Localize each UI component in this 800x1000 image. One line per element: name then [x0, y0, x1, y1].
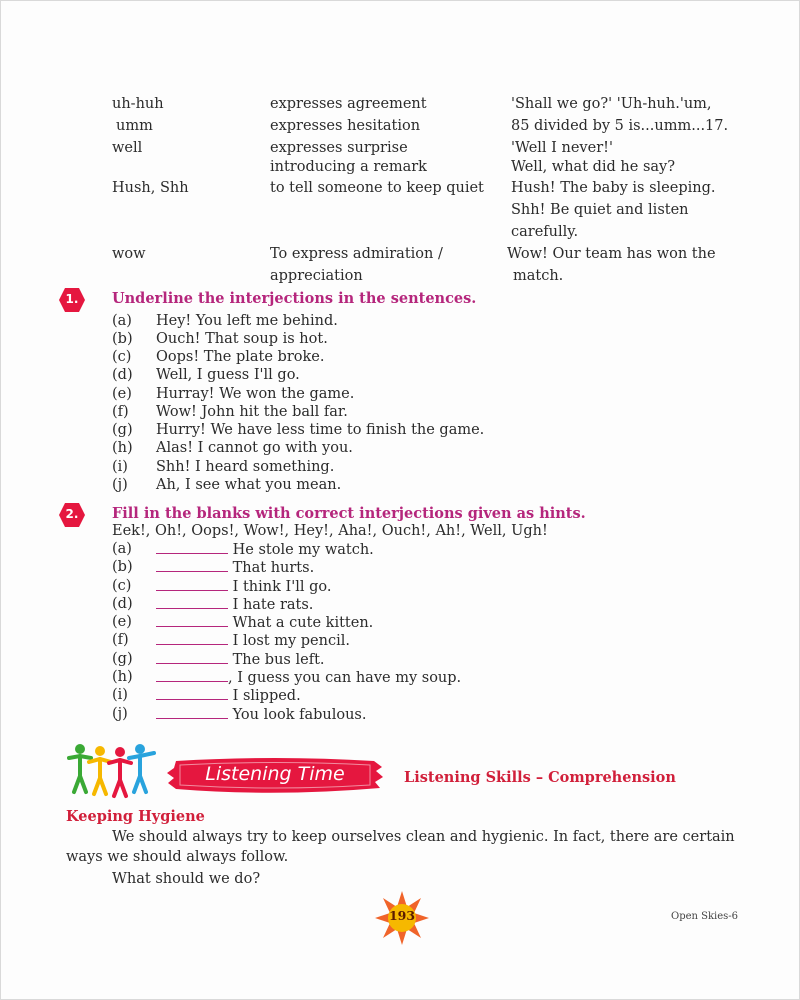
exercise-number-badge: [58, 502, 86, 528]
item-label: (a): [112, 313, 132, 329]
table-word: Hush, Shh: [112, 180, 189, 196]
item-label: (e): [112, 614, 132, 630]
series-title: Open Skies-6: [671, 911, 739, 922]
item-label: (j): [112, 477, 128, 493]
hint-list: Eek!, Oh!, Oops!, Wow!, Hey!, Aha!, Ouch!, Ah!, Well, Ugh!: [112, 523, 548, 539]
table-example: 85 divided by 5 is...umm...17.: [511, 118, 729, 134]
item-sentence: You look fabulous.: [232, 707, 367, 723]
table-example: Wow! Our team has won the: [507, 246, 716, 262]
item-label: (c): [112, 578, 132, 594]
blank-row: [156, 596, 313, 613]
item-sentence: Hurray! We won the game.: [156, 386, 355, 402]
section-title: Keeping Hygiene: [66, 808, 205, 825]
item-label: (i): [112, 687, 128, 703]
table-meaning: introducing a remark: [270, 159, 427, 175]
item-sentence: Alas! I cannot go with you.: [156, 440, 353, 456]
blank-row: [156, 669, 461, 686]
fill-blank[interactable]: [156, 596, 228, 609]
blank-row: [156, 541, 374, 558]
item-label: (a): [112, 541, 132, 557]
blank-row: [156, 614, 373, 631]
item-label: (e): [112, 386, 132, 402]
table-example: Well, what did he say?: [511, 159, 676, 175]
item-sentence: Ouch! That soup is hot.: [156, 331, 328, 347]
listening-skills-label: Listening Skills – Comprehension: [404, 769, 676, 786]
exercise-number-badge: [58, 287, 86, 313]
blank-row: [156, 651, 325, 668]
item-sentence: Hurry! We have less time to finish the game.: [156, 422, 485, 438]
fill-blank[interactable]: [156, 651, 228, 664]
exercise-heading: Fill in the blanks with correct interjections given as hints.: [112, 505, 586, 522]
table-word: uh-huh: [112, 96, 164, 112]
fill-blank[interactable]: [156, 706, 228, 719]
item-sentence: I think I'll go.: [232, 579, 332, 595]
item-sentence: I hate rats.: [232, 597, 314, 613]
item-label: (b): [112, 331, 133, 347]
paragraph-line: We should always try to keep ourselves clean and hygienic. In fact, there are certain: [112, 829, 735, 845]
table-word: wow: [112, 246, 146, 262]
item-label: (b): [112, 559, 133, 575]
blank-row: [156, 687, 301, 704]
exercise-number: 1.: [65, 292, 79, 306]
item-label: (g): [112, 651, 133, 667]
item-label: (d): [112, 367, 133, 383]
table-example: Shh! Be quiet and listen: [511, 202, 689, 218]
item-sentence: , I guess you can have my soup.: [228, 670, 462, 686]
item-label: (h): [112, 669, 133, 685]
table-meaning: To express admiration /: [270, 246, 443, 262]
page-number: 193: [388, 908, 416, 923]
item-label: (f): [112, 632, 129, 648]
item-label: (f): [112, 404, 129, 420]
item-label: (j): [112, 706, 128, 722]
page-number-starburst: [374, 890, 430, 946]
blank-row: [156, 559, 314, 576]
fill-blank[interactable]: [156, 559, 228, 572]
table-example: Hush! The baby is sleeping.: [511, 180, 716, 196]
item-label: (d): [112, 596, 133, 612]
blank-row: [156, 706, 366, 723]
item-sentence: I lost my pencil.: [232, 633, 350, 649]
table-meaning: appreciation: [270, 268, 363, 284]
item-label: (c): [112, 349, 132, 365]
item-sentence: The bus left.: [232, 652, 325, 668]
item-sentence: Wow! John hit the ball far.: [156, 404, 348, 420]
item-sentence: Well, I guess I'll go.: [156, 367, 300, 383]
item-sentence: Hey! You left me behind.: [156, 313, 338, 329]
paragraph-line: What should we do?: [112, 871, 261, 887]
paragraph-line: ways we should always follow.: [66, 849, 289, 865]
blank-row: [156, 632, 350, 649]
table-meaning: expresses agreement: [270, 96, 427, 112]
item-sentence: Oops! The plate broke.: [156, 349, 325, 365]
table-meaning: to tell someone to keep quiet: [270, 180, 484, 196]
fill-blank[interactable]: [156, 632, 228, 645]
blank-row: [156, 578, 331, 595]
item-sentence: He stole my watch.: [232, 542, 374, 558]
item-sentence: Shh! I heard something.: [156, 459, 335, 475]
item-sentence: I slipped.: [232, 688, 301, 704]
children-figures-icon: [66, 740, 162, 800]
table-example: 'Well I never!': [511, 140, 613, 156]
table-example: match.: [513, 268, 564, 284]
fill-blank[interactable]: [156, 687, 228, 700]
fill-blank[interactable]: [156, 614, 228, 627]
fill-blank[interactable]: [156, 578, 228, 591]
exercise-number: 2.: [65, 507, 79, 521]
exercise-heading: Underline the interjections in the sentences.: [112, 290, 477, 307]
item-label: (h): [112, 440, 133, 456]
fill-blank[interactable]: [156, 541, 228, 554]
item-sentence: What a cute kitten.: [232, 615, 374, 631]
table-word: umm: [116, 118, 153, 134]
table-example: carefully.: [511, 224, 579, 240]
listening-time-banner: [166, 757, 384, 793]
table-meaning: expresses surprise: [270, 140, 408, 156]
item-label: (i): [112, 459, 128, 475]
banner-title: Listening Time: [205, 763, 345, 785]
table-meaning: expresses hesitation: [270, 118, 421, 134]
item-sentence: That hurts.: [232, 560, 315, 576]
table-example: 'Shall we go?' 'Uh-huh.'um,: [511, 96, 712, 112]
item-label: (g): [112, 422, 133, 438]
fill-blank[interactable]: [156, 669, 228, 682]
item-sentence: Ah, I see what you mean.: [156, 477, 342, 493]
table-word: well: [112, 140, 143, 156]
